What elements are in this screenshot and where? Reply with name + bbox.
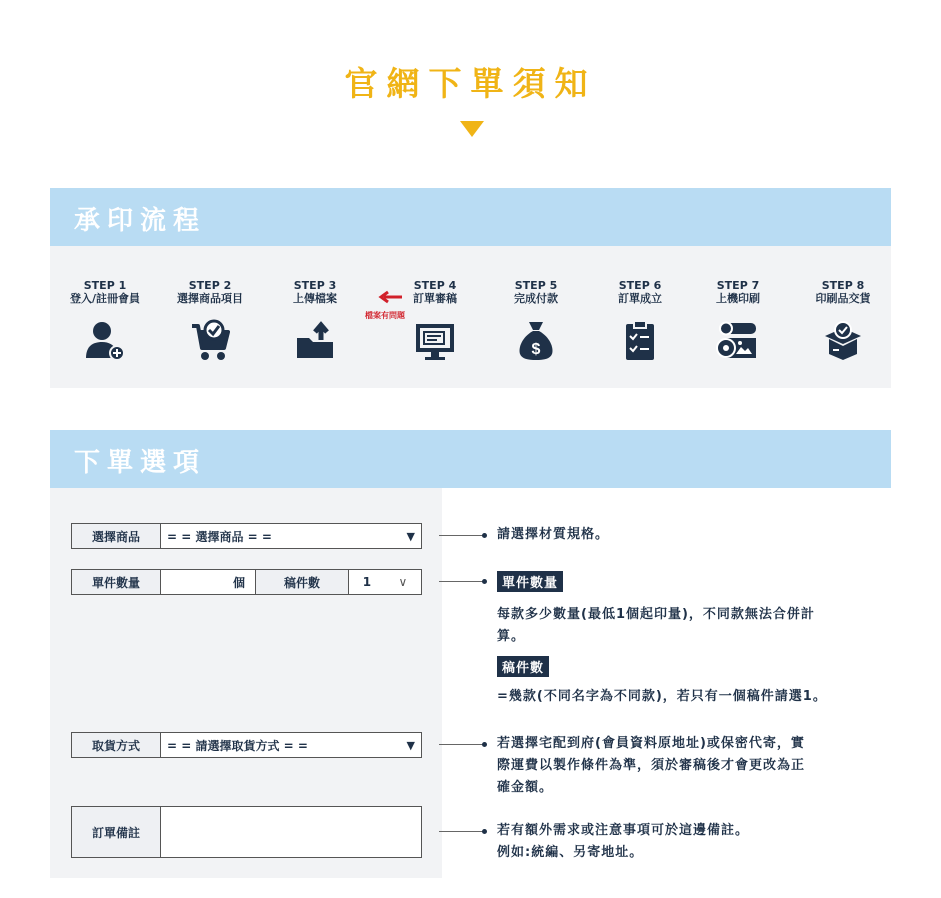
connector-line bbox=[439, 831, 483, 832]
step-number: STEP 1 bbox=[83, 279, 127, 292]
product-select[interactable] bbox=[161, 524, 421, 548]
connector-line bbox=[439, 535, 483, 536]
step-number: STEP 2 bbox=[188, 279, 232, 292]
cart-check-icon bbox=[188, 318, 232, 362]
step-5 bbox=[486, 279, 586, 362]
process-section-header bbox=[50, 188, 891, 246]
step-4 bbox=[385, 279, 485, 362]
qty-note bbox=[497, 604, 897, 648]
folder-upload-icon bbox=[293, 318, 337, 362]
step-name: 上傳檔案 bbox=[293, 292, 337, 305]
step-6 bbox=[590, 279, 690, 362]
bullet-dot bbox=[482, 533, 487, 538]
box-check-icon bbox=[821, 318, 865, 362]
order-heading: 下單選項 bbox=[74, 448, 207, 478]
title-down-arrow-icon bbox=[460, 121, 484, 137]
quantity-label: 單件數量 bbox=[72, 570, 161, 594]
user-add-icon bbox=[83, 318, 127, 362]
quantity-row bbox=[71, 569, 422, 595]
bullet-dot bbox=[482, 579, 487, 584]
step-number: STEP 8 bbox=[821, 279, 865, 292]
monitor-review-icon bbox=[413, 318, 457, 362]
step-number: STEP 4 bbox=[413, 279, 457, 292]
product-note: 請選擇材質規格。 bbox=[497, 527, 610, 542]
qty-tag bbox=[497, 571, 563, 592]
step-name: 印刷品交貨 bbox=[815, 292, 871, 305]
step-3 bbox=[265, 279, 365, 362]
pickup-note-line: 若選擇宅配到府(會員資料原地址)或保密代寄，實 bbox=[497, 736, 805, 751]
step-name: 訂單審稿 bbox=[413, 292, 457, 305]
quantity-unit: 個 bbox=[232, 575, 245, 590]
step-1 bbox=[55, 279, 155, 362]
qty-tag-label: 單件數量 bbox=[497, 571, 563, 592]
step-name: 選擇商品項目 bbox=[177, 292, 243, 305]
drafts-label: 稿件數 bbox=[256, 570, 349, 594]
printer-roll-icon bbox=[716, 318, 760, 362]
qty-note-line: 每款多少數量(最低1個起印量)，不同款無法合併計 bbox=[497, 607, 815, 622]
step-number: STEP 3 bbox=[293, 279, 337, 292]
clipboard-check-icon bbox=[618, 318, 662, 362]
step-name: 登入/註冊會員 bbox=[69, 292, 141, 305]
remark-note-line: 例如:統編、另寄地址。 bbox=[497, 845, 644, 860]
svg-text:$: $ bbox=[531, 341, 541, 358]
step-number: STEP 6 bbox=[618, 279, 662, 292]
dropdown-arrow-icon: ▼ bbox=[406, 738, 415, 752]
step-name: 上機印刷 bbox=[716, 292, 760, 305]
connector-line bbox=[439, 581, 483, 582]
pickup-note-line: 確金額。 bbox=[497, 780, 554, 795]
money-bag-icon bbox=[514, 318, 558, 362]
bullet-dot bbox=[482, 829, 487, 834]
drafts-select[interactable] bbox=[349, 570, 421, 594]
chevron-down-icon: ∨ bbox=[398, 575, 408, 589]
dropdown-arrow-icon: ▼ bbox=[406, 529, 415, 543]
connector-line bbox=[439, 744, 483, 745]
remark-note bbox=[497, 820, 897, 864]
pickup-select-value: = = 請選擇取貨方式 = = bbox=[167, 738, 308, 753]
step-number: STEP 7 bbox=[716, 279, 760, 292]
remark-note-line: 若有額外需求或注意事項可於這邊備註。 bbox=[497, 823, 750, 838]
pickup-label: 取貨方式 bbox=[72, 733, 161, 757]
step-name: 完成付款 bbox=[514, 292, 558, 305]
draft-tag-label: 稿件數 bbox=[497, 656, 549, 677]
step-number: STEP 5 bbox=[514, 279, 558, 292]
qty-note-line: 算。 bbox=[497, 629, 526, 644]
process-heading: 承印流程 bbox=[74, 206, 207, 236]
page-title: 官網下單須知 bbox=[344, 64, 597, 103]
draft-note: =幾款(不同名字為不同款)，若只有一個稿件請選1。 bbox=[497, 689, 827, 704]
step-7 bbox=[688, 279, 788, 362]
quantity-input[interactable] bbox=[161, 570, 256, 594]
remark-textarea[interactable] bbox=[161, 807, 421, 857]
step-8 bbox=[793, 279, 893, 362]
product-label: 選擇商品 bbox=[72, 524, 161, 548]
product-select-row bbox=[71, 523, 422, 549]
remark-row bbox=[71, 806, 422, 858]
file-problem-note: 檔案有問題 bbox=[365, 311, 405, 320]
drafts-value: 1 bbox=[362, 575, 372, 589]
pickup-select-row bbox=[71, 732, 422, 758]
bullet-dot bbox=[482, 742, 487, 747]
remark-label: 訂單備註 bbox=[72, 807, 161, 857]
product-select-value: = = 選擇商品 = = bbox=[167, 529, 272, 544]
step-name: 訂單成立 bbox=[618, 292, 662, 305]
pickup-note-line: 際運費以製作條件為準，須於審稿後才會更改為正 bbox=[497, 758, 806, 773]
order-section-header bbox=[50, 430, 891, 488]
step-2 bbox=[160, 279, 260, 362]
draft-tag bbox=[497, 656, 549, 677]
pickup-note bbox=[497, 733, 897, 799]
pickup-select[interactable] bbox=[161, 733, 421, 757]
